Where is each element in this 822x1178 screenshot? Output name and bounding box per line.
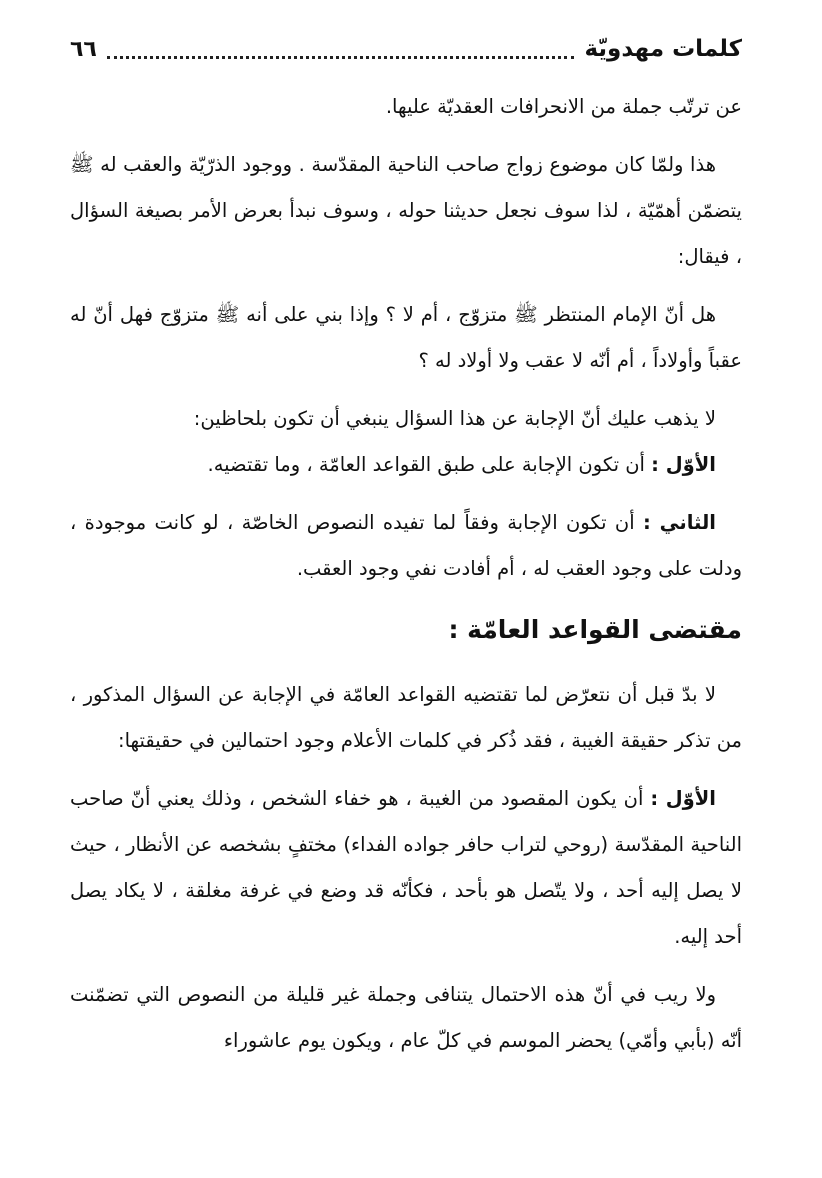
paragraph-text: هل أنّ الإمام المنتظر ﷺ متزوّج ، أم لا ؟ وإذا بني على أنه ﷺ متزوّج فهل أنّ له عقباً وأولاداً ، أم أنّه لا عقب ولا أولاد له ؟ — [70, 303, 742, 372]
header-leader-dots — [107, 56, 575, 59]
paragraph — [70, 292, 742, 384]
paragraph-lead: الأوّل : — [651, 453, 716, 476]
paragraph-text: هذا ولمّا كان موضوع زواج صاحب الناحية المقدّسة . ووجود الذرّيّة والعقب له ﷺ يتضمّن أهمّيّة ، لذا سوف نجعل حديثنا حوله ، وسوف نبدأ بعرض الأمر بصيغة السؤال ، فيقال: — [70, 153, 742, 268]
section-heading: مقتضى القواعد العامّة : — [448, 615, 742, 644]
paragraph — [70, 672, 742, 764]
paragraph-text: عن ترتّب جملة من الانحرافات العقديّة عليها. — [385, 95, 742, 118]
running-header — [70, 28, 742, 70]
paragraph-text: لا بدّ قبل أن نتعرّض لما تقتضيه القواعد العامّة في الإجابة عن السؤال المذكور ، من تذكر حقيقة الغيبة ، فقد ذُكر في كلمات الأعلام وجود احتمالين في حقيقتها: — [70, 683, 742, 752]
paragraph-lead: الثاني : — [642, 511, 716, 534]
paragraph — [70, 442, 742, 488]
paragraph — [70, 142, 742, 280]
paragraph — [70, 972, 742, 1064]
paragraph-text: أن تكون الإجابة على طبق القواعد العامّة ، وما تقتضيه. — [207, 453, 652, 476]
paragraph-text: ولا ريب في أنّ هذه الاحتمال يتنافى وجملة غير قليلة من النصوص التي تضمّنت أنّه (بأبي وأمّي) يحضر الموسم في كلّ عام ، ويكون يوم عاشوراء — [70, 983, 742, 1052]
paragraph — [70, 776, 742, 960]
page-body — [70, 84, 742, 1076]
paragraph-text: أن تكون الإجابة وفقاً لما تفيده النصوص الخاصّة ، لو كانت موجودة ، ودلت على وجود العقب له ، أم أفادت نفي وجود العقب. — [70, 511, 742, 580]
paragraph — [70, 396, 742, 442]
paragraph — [70, 84, 742, 130]
paragraph — [70, 500, 742, 592]
book-title: كلمات مهدويّة — [584, 36, 742, 62]
paragraph-text: لا يذهب عليك أنّ الإجابة عن هذا السؤال ينبغي أن تكون بلحاظين: — [193, 407, 716, 430]
paragraph-lead: الأوّل : — [650, 787, 716, 810]
page-number: ٦٦ — [70, 36, 97, 62]
paragraph-text: أن يكون المقصود من الغيبة ، هو خفاء الشخص ، وذلك يعني أنّ صاحب الناحية المقدّسة (روحي لتراب حافر جواده الفداء) مختفٍ بشخصه عن الأنظار ، حيث لا يصل إليه أحد ، ولا يتّصل هو بأحد ، فكأنّه قد وضع في غرفة مغلقة ، لا يكاد يصل أحد إليه. — [70, 787, 742, 948]
